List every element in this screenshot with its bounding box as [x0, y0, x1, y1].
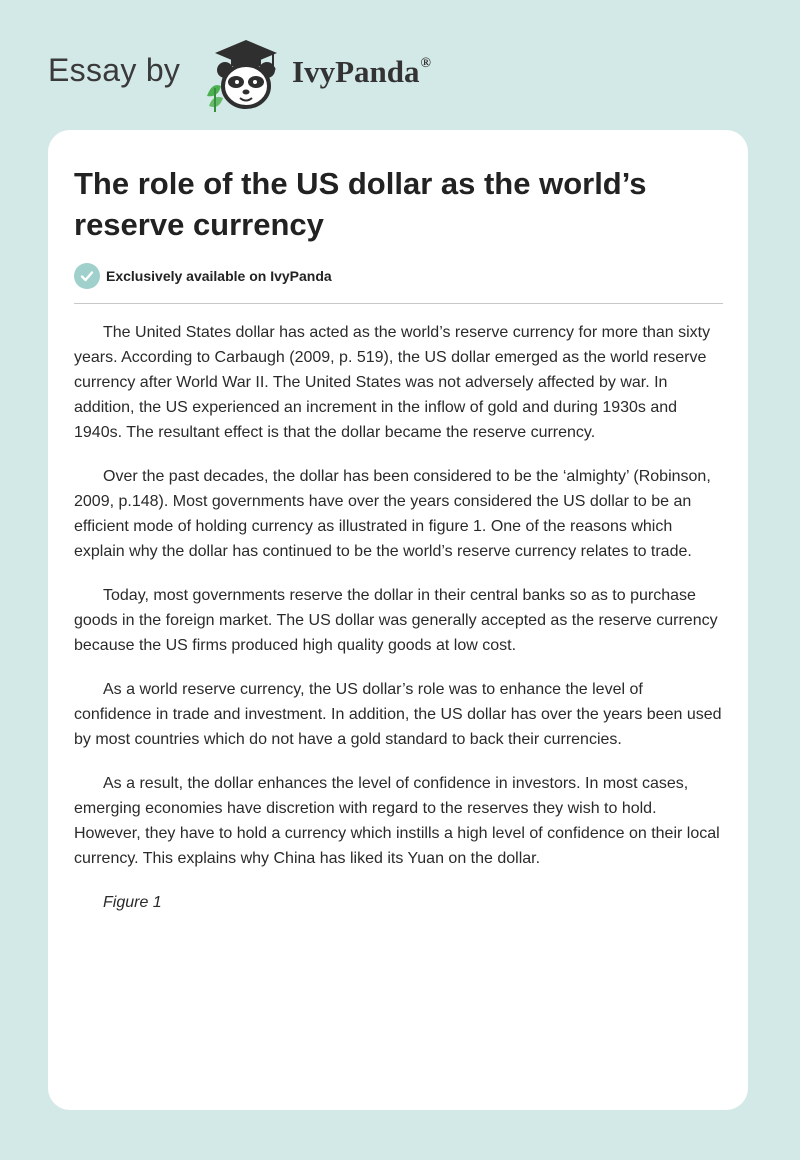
paragraph: As a result, the dollar enhances the level of confidence in investors. In most cases, emerging economies have discretion with regard to the reserves they wish to hold. However, they have to hold a currency which instills a high level of confidence on their local currency. This explains why China has liked its Yuan on the dollar.: [74, 775, 720, 867]
panda-graduate-icon[interactable]: [203, 34, 289, 114]
paragraph: As a world reserve currency, the US dollar’s role was to enhance the level of confidence in trade and investment. In addition, the US dollar has over the years been used by most countries which do not have a gold standard to back their currencies.: [74, 681, 722, 748]
paragraph: Today, most governments reserve the dollar in their central banks so as to purchase goods in the foreign market. The US dollar was generally accepted as the reserve currency because the US firms produced high quality goods at low cost.: [74, 587, 718, 654]
divider: [74, 303, 723, 304]
article-body: [74, 320, 724, 934]
registered-mark: ®: [420, 56, 431, 71]
paragraph: Over the past decades, the dollar has been considered to be the ‘almighty’ (Robinson, 2009, p.148). Most governments have over the years considered the US dollar to be an efficient mode of holding currency as illustrated in figure 1. One of the reasons which explain why the dollar has continued to be the world’s reserve currency relates to trade.: [74, 468, 711, 560]
essay-by-label: Essay by: [48, 52, 181, 88]
essay-card: [48, 130, 748, 1110]
exclusive-badge: [74, 263, 332, 289]
page-title: The role of the US dollar as the world’s reserve currency: [74, 166, 647, 242]
brand-name[interactable]: IvyPanda®: [292, 54, 431, 89]
site-header: [48, 34, 548, 114]
check-icon: [74, 263, 100, 289]
exclusive-label: Exclusively available on IvyPanda: [106, 268, 332, 284]
figure-caption: Figure 1: [103, 894, 162, 911]
paragraph: The United States dollar has acted as the world’s reserve currency for more than sixty years. According to Carbaugh (2009, p. 519), the US dollar emerged as the world reserve currency after World War II. The United States was not adversely affected by war. In addition, the US experienced an increment in the inflow of gold and during 1930s and 1940s. The resultant effect is that the dollar became the reserve currency.: [74, 324, 711, 441]
